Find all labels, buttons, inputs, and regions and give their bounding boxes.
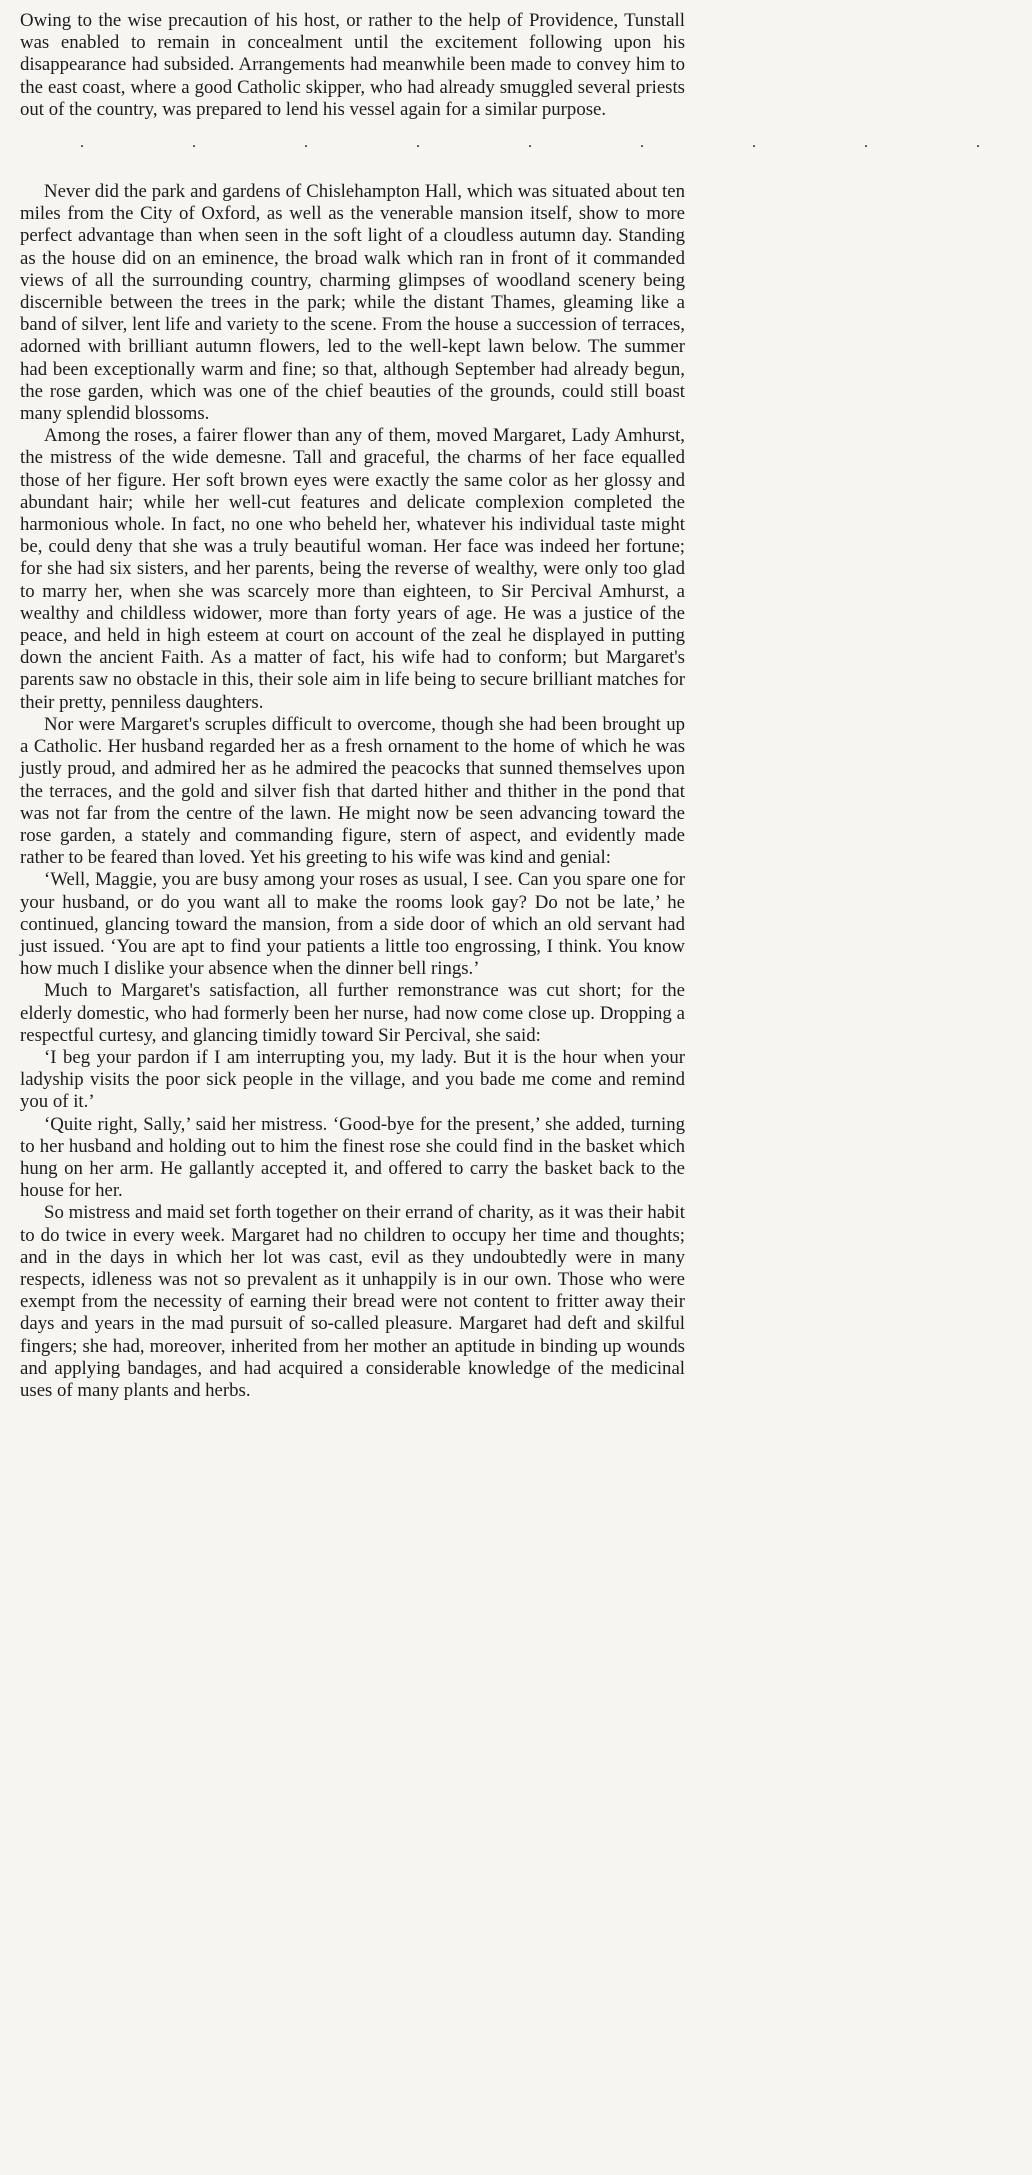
paragraph-tunstall-escape: Owing to the wise precaution of his host, or rather to the help of Providence, Tunstall was enabled to remain in concealment until the excitement following upon his disappearance had subsided. Arrangements had meanwhile been made to convey him to the east coast, where a good Catholic skipper, who had already smuggled several priests out of the country, was prepared to lend his vessel again for a similar purpose. xyxy=(20,10,685,120)
paragraph-sally-reminder: ‘I beg your pardon if I am interrupting you, my lady. But it is the hour when your ladyship visits the poor sick people in the village, and you bade me come and remind you of it.’ xyxy=(20,1046,685,1113)
paragraph-chislehampton-hall: Never did the park and gardens of Chislehampton Hall, which was situated about ten miles from the City of Oxford, as well as the venerable mansion itself, show to more perfect advantage than when seen in the soft light of a cloudless autumn day. Standing as the house did on an eminence, the broad walk which ran in front of it commanded views of all the surrounding country, charming glimpses of woodland scenery being discernible between the trees in the park; while the distant Thames, gleaming like a band of silver, lent life and variety to the scene. From the house a succession of terraces, adorned with brilliant autumn flowers, led to the well-kept lawn below. The summer had been exceptionally warm and fine; so that, although September had already begun, the rose garden, which was one of the chief beauties of the grounds, could still boast many splendid blossoms. xyxy=(20,181,685,425)
paragraph-good-bye: ‘Quite right, Sally,’ said her mistress. ‘Good-bye for the present,’ she added, turning to her husband and holding out to him the finest rose she could find in the basket which hung on her arm. He gallantly accepted it, and offered to carry the basket back to the house for her. xyxy=(20,1113,685,1202)
paragraph-margaret-scruples: Nor were Margaret's scruples difficult to overcome, though she had been brought up a Catholic. Her husband regarded her as a fresh ornament to the home of which he was justly proud, and admired her as he admired the peacocks that sunned themselves upon the terraces, and the gold and silver fish that darted hither and thither in the pond that was not far from the centre of the lawn. He might now be seen advancing toward the rose garden, a stately and commanding figure, stern of aspect, and evidently made rather to be feared than loved. Yet his greeting to his wife was kind and genial: xyxy=(20,713,685,869)
paragraph-errand-of-charity: So mistress and maid set forth together on their errand of charity, as it was their habit to do twice in every week. Margaret had no children to occupy her time and thoughts; and in the days in which her lot was cast, evil as they undoubtedly were in many respects, idleness was not so prevalent as it unhappily is in our own. Those who were exempt from the necessity of earning their bread were not content to fritter away their days and years in the mad pursuit of so-called pleasure. Margaret had deft and skilful fingers; she had, moreover, inherited from her mother an aptitude in binding up wounds and applying bandages, and had acquired a considerable knowledge of the medicinal uses of many plants and herbs. xyxy=(20,1202,685,1401)
section-break-dots: . . . . . . . . . xyxy=(80,134,1032,152)
paragraph-margaret-lady-amhurst: Among the roses, a fairer flower than any of them, moved Margaret, Lady Amhurst, the mistress of the wide demesne. Tall and graceful, the charms of her face equalled those of her figure. Her soft brown eyes were exactly the same color as her glossy and abundant hair; while her well-cut features and delicate complexion completed the harmonious whole. In fact, no one who beheld her, whatever his individual taste might be, could deny that she was a truly beautiful woman. Her face was indeed her fortune; for she had six sisters, and her parents, being the reverse of wealthy, were only too glad to marry her, when she was scarcely more than eighteen, to Sir Percival Amhurst, a wealthy and childless widower, more than forty years of age. He was a justice of the peace, and held in high esteem at court on account of the zeal he displayed in putting down the ancient Faith. As a matter of fact, his wife had to conform; but Margaret's parents saw no obstacle in this, their sole aim in life being to secure brilliant matches for their pretty, penniless daughters. xyxy=(20,425,685,713)
paragraph-elderly-domestic: Much to Margaret's satisfaction, all further remonstrance was cut short; for the elderly domestic, who had formerly been her nurse, had now come close up. Dropping a respectful curtesy, and glancing timidly toward Sir Percival, she said: xyxy=(20,980,685,1046)
paragraph-sir-percival-greeting: ‘Well, Maggie, you are busy among your roses as usual, I see. Can you spare one for your husband, or do you want all to make the rooms look gay? Do not be late,’ he continued, glancing toward the mansion, from a side door of which an old servant had just issued. ‘You are apt to find your patients a little too engrossing, I think. You know how much I dislike your absence when the dinner bell rings.’ xyxy=(20,869,685,980)
